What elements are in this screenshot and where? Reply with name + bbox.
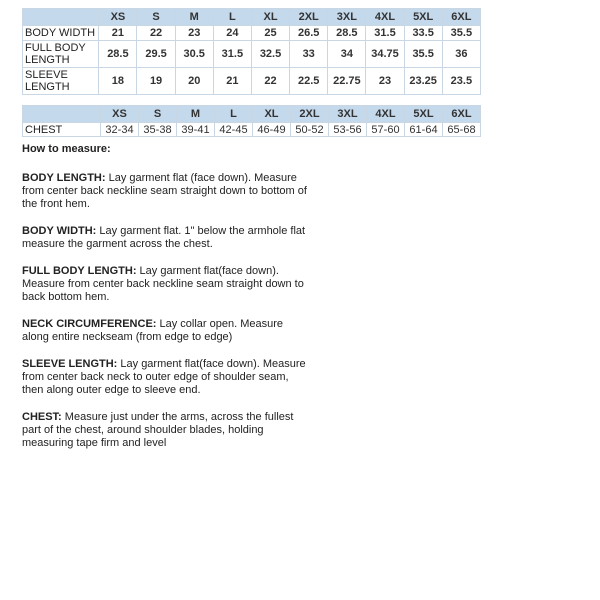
instruction-term: BODY LENGTH: [22, 172, 106, 184]
measure-instruction [22, 358, 312, 397]
table-cell: 30.5 [175, 41, 213, 68]
instruction-term: SLEEVE LENGTH: [22, 358, 118, 370]
table-row [23, 26, 481, 41]
header-blank [23, 9, 99, 26]
row-label: CHEST [23, 123, 101, 137]
table-cell: 28.5 [99, 41, 137, 68]
size-header: 5XL [405, 106, 443, 123]
size-header: S [137, 9, 175, 26]
header-blank [23, 106, 101, 123]
size-header: 4XL [366, 9, 404, 26]
row-label: SLEEVE LENGTH [23, 68, 99, 95]
table-cell: 42-45 [215, 123, 253, 137]
table-cell: 61-64 [405, 123, 443, 137]
instruction-term: BODY WIDTH: [22, 225, 97, 237]
table-row [23, 68, 481, 95]
instruction-text: Lay collar open. Measure along entire neckseam (from edge to edge) [22, 318, 284, 343]
table-cell: 22.5 [290, 68, 328, 95]
measure-instruction [22, 265, 312, 304]
table-cell: 23 [366, 68, 404, 95]
table-cell: 32-34 [101, 123, 139, 137]
table-cell: 46-49 [253, 123, 291, 137]
size-header-row [23, 106, 481, 123]
size-header: 6XL [443, 106, 481, 123]
table-cell: 22.75 [328, 68, 366, 95]
size-header: 3XL [329, 106, 367, 123]
table-cell: 22 [137, 26, 175, 41]
size-header: 4XL [367, 106, 405, 123]
table-cell: 18 [99, 68, 137, 95]
table-cell: 65-68 [443, 123, 481, 137]
table-cell: 53-56 [329, 123, 367, 137]
table-cell: 21 [213, 68, 251, 95]
table-cell: 23 [175, 26, 213, 41]
size-header: 2XL [290, 9, 328, 26]
table-cell: 19 [137, 68, 175, 95]
row-label: BODY WIDTH [23, 26, 99, 41]
instruction-text: Lay garment flat (face down). Measure from center back neckline seam straight down to bottom of the front hem. [22, 172, 307, 210]
size-header: M [177, 106, 215, 123]
size-header: XL [253, 106, 291, 123]
section-heading: How to measure: [22, 143, 111, 155]
size-chart-table [22, 8, 481, 95]
how-to-measure-section [22, 143, 312, 464]
table-cell: 23.25 [404, 68, 442, 95]
size-header-row [23, 9, 481, 26]
table-cell: 36 [442, 41, 480, 68]
instruction-term: CHEST: [22, 411, 62, 423]
instruction-term: NECK CIRCUMFERENCE: [22, 318, 157, 330]
table-cell: 35.5 [404, 41, 442, 68]
table-cell: 25 [251, 26, 289, 41]
table-cell: 34.75 [366, 41, 404, 68]
measure-instruction [22, 318, 312, 344]
instruction-text: Lay garment flat(face down). Measure from center back neck to outer edge of shoulder seam, then along outer edge to sleeve end. [22, 358, 306, 396]
table-cell: 31.5 [213, 41, 251, 68]
size-header: L [215, 106, 253, 123]
table-cell: 31.5 [366, 26, 404, 41]
instruction-text: Lay garment flat(face down). Measure from center back neckline seam straight down to back bottom hem. [22, 265, 304, 303]
instruction-text: Measure just under the arms, across the fullest part of the chest, around shoulder blades, holding measuring tape firm and level [22, 411, 294, 449]
size-header: 5XL [404, 9, 442, 26]
table-cell: 35.5 [442, 26, 480, 41]
size-header: 3XL [328, 9, 366, 26]
table-cell: 22 [251, 68, 289, 95]
table-row [23, 123, 481, 137]
table-cell: 21 [99, 26, 137, 41]
table-cell: 33.5 [404, 26, 442, 41]
instruction-term: FULL BODY LENGTH: [22, 265, 137, 277]
size-header: XL [251, 9, 289, 26]
table-cell: 50-52 [291, 123, 329, 137]
measure-instruction [22, 225, 312, 251]
table-row [23, 41, 481, 68]
instruction-text: Lay garment flat. 1" below the armhole flat measure the garment across the chest. [22, 225, 306, 250]
table-cell: 34 [328, 41, 366, 68]
table-cell: 23.5 [442, 68, 480, 95]
measure-instruction [22, 172, 312, 211]
row-label: FULL BODY LENGTH [23, 41, 99, 68]
table-cell: 24 [213, 26, 251, 41]
size-header: M [175, 9, 213, 26]
size-header: 6XL [442, 9, 480, 26]
measure-instruction [22, 411, 312, 450]
table-cell: 39-41 [177, 123, 215, 137]
table-cell: 20 [175, 68, 213, 95]
size-header: 2XL [291, 106, 329, 123]
size-header: XS [99, 9, 137, 26]
chest-size-table [22, 105, 481, 137]
table-cell: 35-38 [139, 123, 177, 137]
table-cell: 57-60 [367, 123, 405, 137]
size-header: XS [101, 106, 139, 123]
table-cell: 29.5 [137, 41, 175, 68]
size-header: L [213, 9, 251, 26]
table-cell: 26.5 [290, 26, 328, 41]
table-cell: 32.5 [251, 41, 289, 68]
size-header: S [139, 106, 177, 123]
table-cell: 33 [290, 41, 328, 68]
table-cell: 28.5 [328, 26, 366, 41]
